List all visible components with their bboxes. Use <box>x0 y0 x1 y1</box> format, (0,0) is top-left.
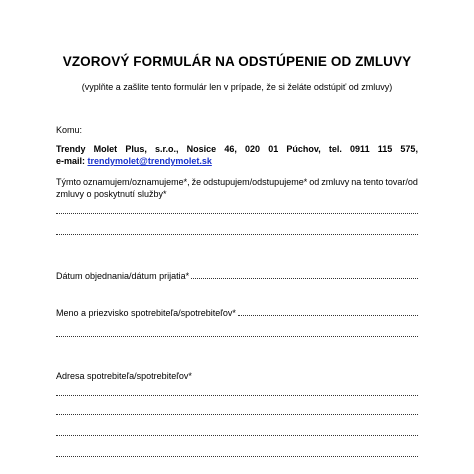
recipient-word: s.r.o., <box>155 144 179 154</box>
statement-word: tento <box>363 177 384 187</box>
statement-word: zmluvy <box>321 177 350 187</box>
recipient-word: tel. <box>328 144 342 154</box>
consumer-address-dotted-line-2[interactable] <box>56 413 418 415</box>
recipient-address <box>56 143 418 155</box>
recipient-word: Nosice <box>186 144 217 154</box>
goods-dotted-line-2[interactable] <box>56 233 418 235</box>
recipient-word: 01 <box>268 144 279 154</box>
recipient-word: Molet <box>93 144 118 154</box>
recipient-word: 575, <box>400 144 418 154</box>
consumer-address-dotted-line-1[interactable] <box>56 394 418 396</box>
recipient-word: Trendy <box>56 144 86 154</box>
goods-dotted-line-1[interactable] <box>56 212 418 214</box>
form-subtitle: (vyplňte a zašlite tento formulár len v prípade, že si želáte odstúpiť od zmluvy) <box>81 82 393 92</box>
email-prefix: e-mail: <box>56 156 86 166</box>
recipient-word: Plus, <box>125 144 147 154</box>
recipient-label: Komu: <box>56 125 83 135</box>
consumer-name-dotted-line[interactable] <box>238 314 418 316</box>
withdrawal-statement-line-1 <box>56 176 418 188</box>
statement-word: oznamujem/oznamujeme*, <box>83 177 190 187</box>
statement-word: že <box>191 177 202 187</box>
consumer-address-label: Adresa spotrebiteľa/spotrebiteľov* <box>56 371 192 381</box>
recipient-word: 115 <box>377 144 393 154</box>
recipient-word: 46, <box>224 144 237 154</box>
statement-word: tovar/od <box>385 177 418 187</box>
statement-word: odstupujem/odstupujeme* <box>203 177 308 187</box>
order-date-label: Dátum objednania/dátum prijatia* <box>56 271 190 281</box>
statement-word: od <box>309 177 320 187</box>
recipient-word: 020 <box>245 144 261 154</box>
consumer-name-field[interactable] <box>56 307 418 319</box>
recipient-email <box>56 155 418 167</box>
order-date-dotted-line[interactable] <box>191 277 418 279</box>
consumer-name-dotted-line-2[interactable] <box>56 335 418 337</box>
statement-word: na <box>351 177 362 187</box>
withdrawal-statement-line-2: zmluvy o poskytnutí služby* <box>56 189 167 199</box>
recipient-word: 0911 <box>350 144 370 154</box>
form-title: VZOROVÝ FORMULÁR NA ODSTÚPENIE OD ZMLUVY <box>62 54 412 69</box>
recipient-word: Púchov, <box>286 144 321 154</box>
consumer-address-dotted-line-3[interactable] <box>56 434 418 436</box>
consumer-name-label: Meno a priezvisko spotrebiteľa/spotrebiteľov* <box>56 308 236 318</box>
order-date-field[interactable] <box>56 270 418 282</box>
statement-word: Týmto <box>56 177 82 187</box>
consumer-address-dotted-line-4[interactable] <box>56 455 418 457</box>
email-link[interactable]: trendymolet@trendymolet.sk <box>87 156 212 166</box>
